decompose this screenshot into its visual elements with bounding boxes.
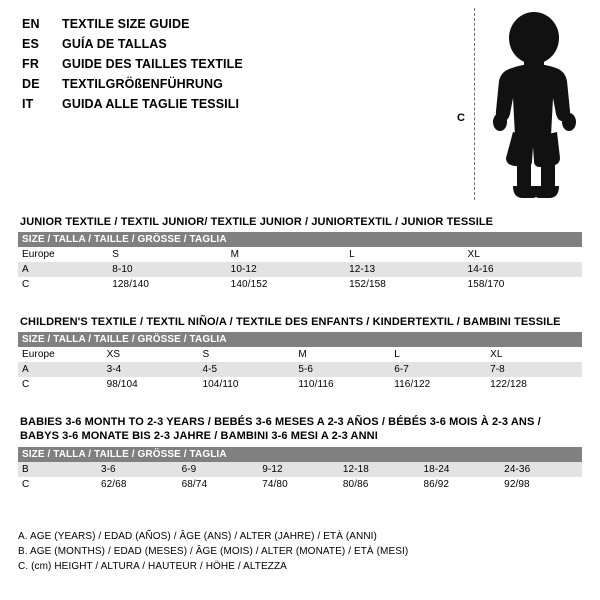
table-row <box>18 347 582 362</box>
babies-row-c-v2: 68/74 <box>178 477 259 492</box>
section-children-title: CHILDREN'S TEXTILE / TEXTIL NIÑO/A / TEXTILE DES ENFANTS / KINDERTEXTIL / BAMBINI TESSILE <box>20 316 561 328</box>
junior-row-c-l: 152/158 <box>345 277 463 292</box>
section-children-header-bar: SIZE / TALLA / TAILLE / GRÖSSE / TAGLIA <box>18 332 582 347</box>
language-code-es: ES <box>22 37 40 51</box>
language-code-de: DE <box>22 77 40 91</box>
section-children-table <box>18 347 582 392</box>
footnote-b: B. AGE (MONTHS) / EDAD (MESES) / ÂGE (MOIS) / ALTER (MONATE) / ETÀ (MESI) <box>18 546 409 557</box>
junior-row-a-m: 10-12 <box>227 262 345 277</box>
section-babies <box>18 416 582 492</box>
babies-row-b-v4: 12-18 <box>339 462 420 477</box>
babies-row-b-v3: 9-12 <box>258 462 339 477</box>
table-row <box>18 462 582 477</box>
table-row <box>18 277 582 292</box>
babies-row-b-v6: 24-36 <box>500 462 582 477</box>
junior-row-c-xl: 158/170 <box>464 277 582 292</box>
babies-row-b-v1: 3-6 <box>97 462 178 477</box>
children-row-a-xl: 7-8 <box>486 362 582 377</box>
junior-col-xl: XL <box>464 247 582 262</box>
babies-row-b-v5: 18-24 <box>420 462 501 477</box>
babies-row-c-v3: 74/80 <box>258 477 339 492</box>
language-title-it: GUIDA ALLE TAGLIE TESSILI <box>62 97 240 111</box>
children-col-region: Europe <box>18 347 103 362</box>
section-junior-header-bar: SIZE / TALLA / TAILLE / GRÖSSE / TAGLIA <box>18 232 582 247</box>
junior-row-a-label: A <box>18 262 108 277</box>
children-col-l: L <box>390 347 486 362</box>
children-col-s: S <box>198 347 294 362</box>
measurement-label-c: C <box>457 112 465 124</box>
junior-row-a-s: 8-10 <box>108 262 226 277</box>
junior-col-l: L <box>345 247 463 262</box>
junior-row-c-m: 140/152 <box>227 277 345 292</box>
junior-row-c-s: 128/140 <box>108 277 226 292</box>
section-junior <box>18 216 582 292</box>
measurement-figure <box>452 8 588 204</box>
language-row-es <box>22 34 442 54</box>
language-code-fr: FR <box>22 57 40 71</box>
language-title-de: TEXTILGRÖßENFÜHRUNG <box>62 77 223 91</box>
language-code-en: EN <box>22 17 40 31</box>
junior-col-s: S <box>108 247 226 262</box>
children-col-m: M <box>294 347 390 362</box>
language-row-it <box>22 94 442 114</box>
babies-row-c-v4: 80/86 <box>339 477 420 492</box>
children-row-c-xs: 98/104 <box>103 377 199 392</box>
table-row <box>18 362 582 377</box>
toddler-silhouette-icon <box>486 10 586 204</box>
children-row-c-s: 104/110 <box>198 377 294 392</box>
children-row-a-l: 6-7 <box>390 362 486 377</box>
children-row-c-l: 116/122 <box>390 377 486 392</box>
children-row-a-xs: 3-4 <box>103 362 199 377</box>
babies-row-b-label: B <box>18 462 97 477</box>
table-row <box>18 377 582 392</box>
language-title-block <box>22 14 442 114</box>
language-title-en: TEXTILE SIZE GUIDE <box>62 17 190 31</box>
measurement-dashed-line <box>474 8 475 200</box>
junior-col-m: M <box>227 247 345 262</box>
section-babies-header-bar: SIZE / TALLA / TAILLE / GRÖSSE / TAGLIA <box>18 447 582 462</box>
language-code-it: IT <box>22 97 34 111</box>
children-row-c-label: C <box>18 377 103 392</box>
children-row-a-m: 5-6 <box>294 362 390 377</box>
junior-row-c-label: C <box>18 277 108 292</box>
babies-row-c-v5: 86/92 <box>420 477 501 492</box>
footnote-a: A. AGE (YEARS) / EDAD (AÑOS) / ÂGE (ANS) / ALTER (JAHRE) / ETÀ (ANNI) <box>18 531 377 542</box>
babies-row-b-v2: 6-9 <box>178 462 259 477</box>
babies-row-c-v6: 92/98 <box>500 477 582 492</box>
footnotes-block <box>18 529 582 574</box>
language-row-fr <box>22 54 442 74</box>
table-row <box>18 262 582 277</box>
section-junior-table <box>18 247 582 292</box>
section-junior-title: JUNIOR TEXTILE / TEXTIL JUNIOR/ TEXTILE JUNIOR / JUNIORTEXTIL / JUNIOR TESSILE <box>20 216 494 228</box>
language-title-fr: GUIDE DES TAILLES TEXTILE <box>62 57 243 71</box>
language-row-de <box>22 74 442 94</box>
language-row-en <box>22 14 442 34</box>
language-title-es: GUÍA DE TALLAS <box>62 37 167 51</box>
section-babies-table <box>18 462 582 492</box>
junior-row-a-l: 12-13 <box>345 262 463 277</box>
junior-row-a-xl: 14-16 <box>464 262 582 277</box>
junior-col-region: Europe <box>18 247 108 262</box>
table-row <box>18 477 582 492</box>
babies-row-c-v1: 62/68 <box>97 477 178 492</box>
babies-row-c-label: C <box>18 477 97 492</box>
children-row-a-label: A <box>18 362 103 377</box>
children-row-c-xl: 122/128 <box>486 377 582 392</box>
section-children <box>18 316 582 392</box>
footnote-c: C. (cm) HEIGHT / ALTURA / HAUTEUR / HÖHE / ALTEZZA <box>18 561 287 572</box>
children-col-xs: XS <box>103 347 199 362</box>
table-row <box>18 247 582 262</box>
section-babies-title: BABIES 3-6 MONTH TO 2-3 YEARS / BEBÉS 3-6 MESES A 2-3 AÑOS / BÉBÉS 3-6 MOIS À 2-3 ANS / BABYS 3-6 MONATE BIS 2-3 JAHRE / BAMBINI 3-6 MESI A 2-3 ANNI <box>20 416 541 442</box>
children-col-xl: XL <box>486 347 582 362</box>
children-row-a-s: 4-5 <box>198 362 294 377</box>
children-row-c-m: 110/116 <box>294 377 390 392</box>
